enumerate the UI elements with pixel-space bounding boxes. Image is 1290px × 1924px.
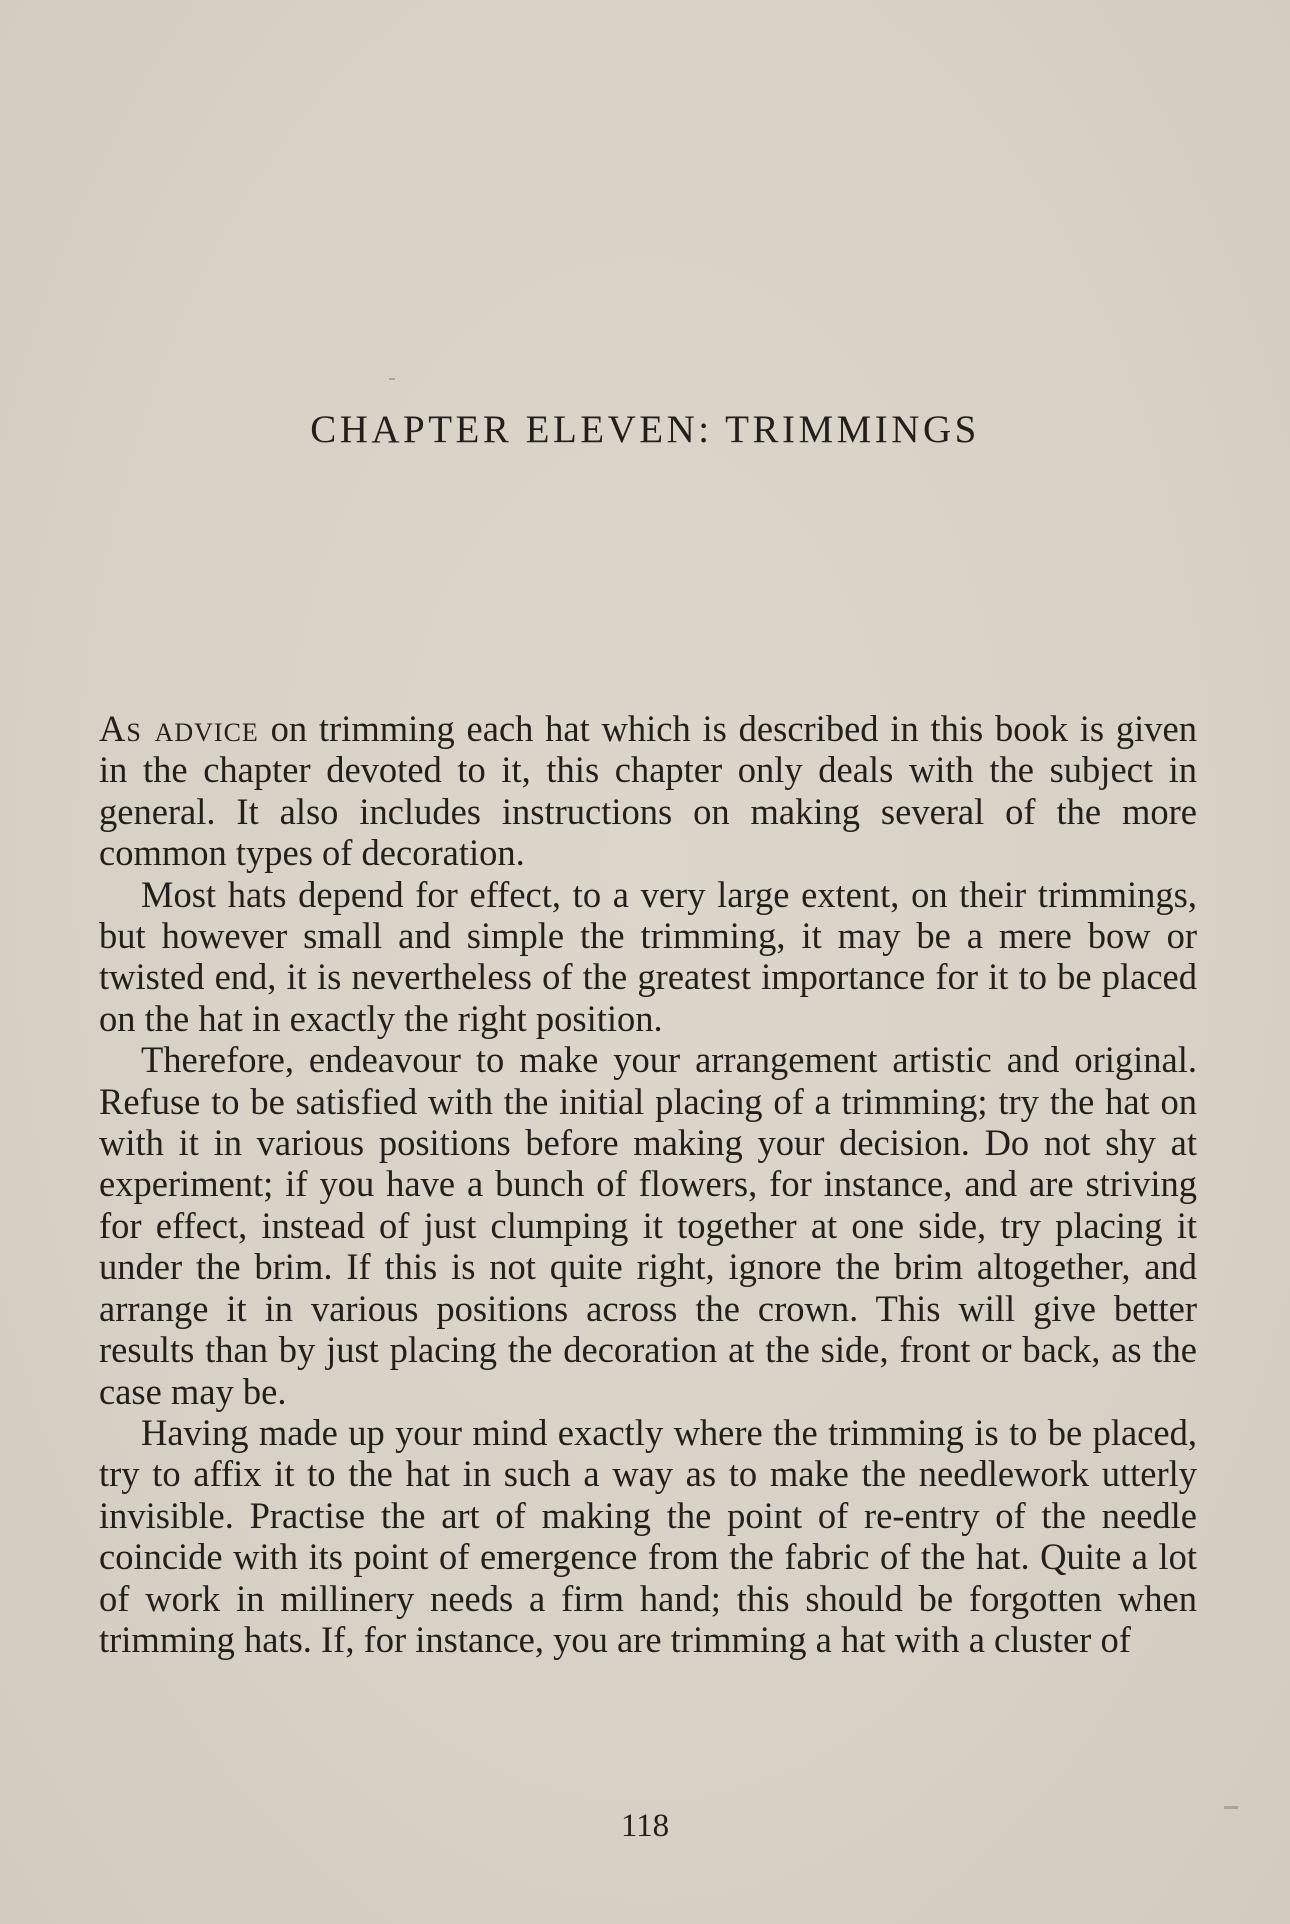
paragraph-lead-in: As advice — [99, 708, 259, 749]
chapter-title: CHAPTER ELEVEN: TRIMMINGS — [310, 408, 980, 451]
body-text — [99, 708, 1197, 1660]
paragraph: Most hats depend for effect, to a very large extent, on their trimmings, but however small and simple the trimming, it may be a mere bow or twisted end, it is nevertheless of the greatest importance for it to be placed on the hat in exactly the right position. — [99, 873, 1197, 1039]
paragraph: Therefore, endeavour to make your arrangement artistic and original. Refuse to be satisfied with the initial placing of a trimming; try the hat on with it in various positions before making your decision. Do not shy at experiment; if you have a bunch of flowers, for instance, and are striving for effect, instead of just clumping it together at one side, try placing it under the brim. If this is not quite right, ignore the brim altogether, and arrange it in various positions across the crown. This will give better results than by just placing the decoration at the side, front or back, as the case may be. — [99, 1039, 1197, 1412]
paragraph: Having made up your mind exactly where the trimming is to be placed, try to affix it to the hat in such a way as to make the needlework utterly invisible. Practise the art of making the point of re-entry of the needle coincide with its point of emergence from the fabric of the hat. Quite a lot of work in millinery needs a firm hand; this should be forgotten when trimming hats. If, for instance, you are trimming a hat with a cluster of — [99, 1411, 1197, 1660]
page-number: 118 — [620, 1808, 670, 1844]
paragraph — [99, 708, 1197, 874]
paragraph-text: on trimming each hat which is described in this book is given in the chapter devoted to it, this chapter only deals with the subject in general. It also includes instructions on making several of the more common types of decoration. — [99, 708, 1198, 874]
paper-speck — [389, 378, 395, 380]
